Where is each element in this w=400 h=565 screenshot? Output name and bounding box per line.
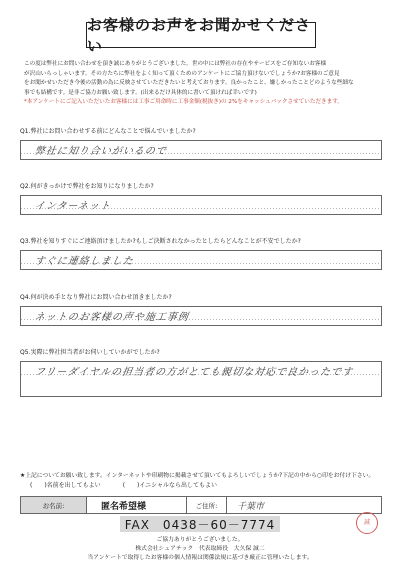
intro-line: をお聞かせいただき今後の活動の為に反映させていただきたいと考えております。良かったこと、嫌しかったことどのような些細な	[24, 80, 354, 87]
question-3-answer-box[interactable]	[20, 250, 382, 270]
footer-company: 株式会社シェアテック 代表取締役 大久保 誠二	[135, 546, 265, 552]
question-2-label: Q2.何がきっかけで弊社をお知りになりましたか?	[20, 183, 154, 190]
consent-option-name[interactable]: ( )名前を出してもよい	[30, 482, 101, 489]
question-1-answer-box[interactable]	[20, 140, 382, 160]
consent-question: ★上記についてお願い致します。インターネットや印刷物に掲載させて頂いてもよろしいでしょうか?下記の中から○印をお付け下さい。	[20, 473, 375, 479]
name-label: お名前:	[21, 497, 87, 513]
footer-privacy: 当アンケートで取得したお客様の個人情報は関係法規に基づき厳正に管理いたします。	[87, 555, 313, 561]
question-5-answer: フリーダイヤルの担当者の方がとても親切な対応で良かったです	[33, 367, 354, 378]
question-2-answer: インターネット	[33, 201, 112, 212]
consent-options	[30, 480, 217, 489]
footer-thanks: ご協力ありがとうございました。	[156, 537, 244, 543]
cashback-note: *本アンケートにご記入いただいたお客様には工事ご用命時に工事金額(税抜き)の 2%をキャッシュバックさせていただきます。	[24, 99, 343, 106]
intro-line: 事でも結構です。是非ご協力お願い致します。(出来るだけ具体的に書いて頂ければ幸いです)	[24, 89, 257, 96]
address-label: ご住所:	[187, 497, 227, 513]
name-address-row	[20, 496, 382, 514]
question-1-label: Q1.弊社にお問い合わせする前にどんなことで悩んでいましたか?	[20, 128, 196, 135]
address-value[interactable]: 千葉市	[237, 501, 265, 512]
question-5-answer-box[interactable]	[20, 361, 382, 397]
question-3-label: Q3.弊社を知りすぐにご連絡頂けましたか?もしご決断されなかったとしたらどんなことが不安でしたか?	[20, 238, 301, 245]
question-2-answer-box[interactable]	[20, 195, 382, 215]
intro-line: この度は弊社にお問い合わせを頂き誠にありがとうございました。世の中には弊社の存在やサービスをご存知ないお客様	[24, 61, 327, 67]
company-seal-stamp: 誠	[356, 512, 378, 534]
intro-line: が沢山いらっしゃいます。その方たちに弊社をよく知って頂くためのアンケートにご協力頂けないでしょうか?お客様のご意見	[24, 70, 340, 77]
question-1-answer: 弊社に知り合いがいるので	[33, 146, 168, 157]
question-5-label: Q5.実際に弊社担当者がお伺いしていかがでしたか?	[20, 349, 160, 356]
fax-number: FAX 0438－60－7774	[120, 516, 280, 532]
question-4-answer: ネットのお客様の声や施工事例	[33, 312, 190, 323]
intro-text	[24, 60, 380, 108]
question-3-answer: すぐに連絡しました	[33, 256, 135, 267]
name-value[interactable]: 匿名希望様	[87, 497, 187, 513]
question-4-answer-box[interactable]	[20, 306, 382, 326]
question-4-label: Q4.何が決め手となり弊社にお問い合わせ頂きましたか?	[20, 294, 172, 301]
consent-option-initials[interactable]: ( )イニシャルなら出してもよい	[122, 482, 218, 489]
page-title: お客様のお声をお聞かせください	[86, 22, 316, 48]
